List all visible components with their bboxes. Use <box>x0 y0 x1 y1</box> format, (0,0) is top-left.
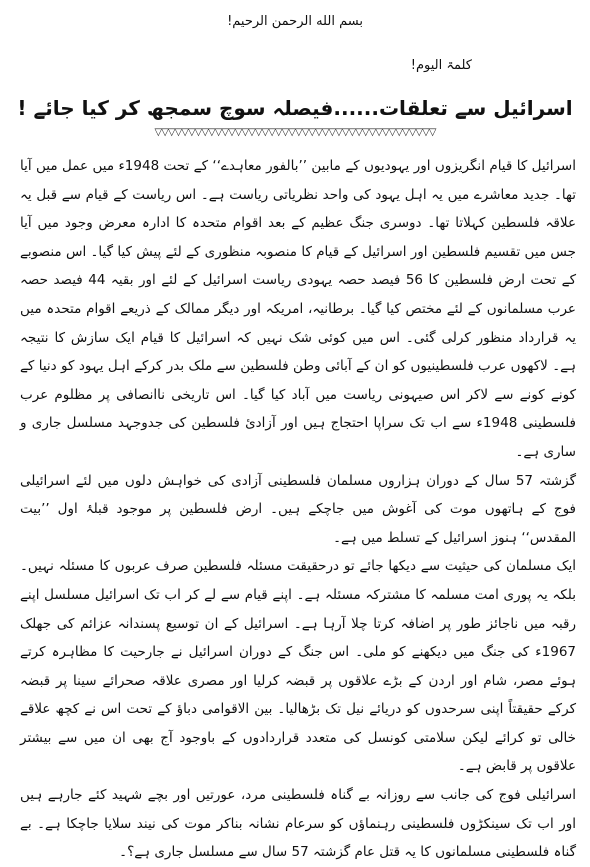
article-body <box>20 152 576 867</box>
bismillah-heading: بسم الله الرحمن الرحیم! <box>227 14 363 29</box>
headline: اسرائیل سے تعلقات......فیصلہ سوچ سمجھ کر کیا جائے ! <box>17 96 573 120</box>
paragraph: ایک مسلمان کی حیثیت سے دیکھا جائے تو درحقیقت مسئلہ فلسطین صرف عربوں کا مسئلہ نہیں۔ بلکہ یہ پوری امت مسلمہ کا مشترکہ مسئلہ ہے۔ اپنے قیام سے لے کر اب تک اسرائیل مسلسل اپنے رقبہ میں ناجائز طور پر اضافہ کرتا چلا آرہا ہے۔ اسرائیل کے ان توسیع پسندانہ عزائم کی جھلک 1967ء کی جنگ میں دیکھنے کو ملی۔ اس جنگ کے دوران اسرائیل نے جارحیت کا مظاہرہ کرتے ہوئے مصر، شام اور اردن کے بڑے علاقوں پر قبضہ کرلیا اور مصری علاقہ صحرائے سینا پر قبضہ کرکے حقیقتاً اپنی سرحدوں کو دریائے نیل تک بڑھالیا۔ بین الاقوامی دباؤ کے تحت اس نے کچھ علاقے خالی تو کرائے لیکن سلامتی کونسل کی متعدد قراردادوں کے باوجود آج بھی ان میں سے بیشتر علاقوں پر قابض ہے۔ <box>20 558 576 775</box>
paragraph: اسرائیل کا قیام انگریزوں اور یہودیوں کے مابین ’’بالفور معاہدے‘‘ کے تحت 1948ء میں عمل میں آیا تھا۔ جدید معاشرے میں یہ اہل یہود کی واحد نظریاتی ریاست ہے۔ اس ریاست کے قیام سے قبل یہ علاقہ فلسطین کہلاتا تھا۔ دوسری جنگ عظیم کے بعد اقوام متحدہ کا ادارہ معرض وجود میں آیا جس میں تقسیم فلسطین اور اسرائیل کے قیام کا منصوبہ منظوری کے لئے پیش کیا گیا۔ اس منصوبے کے تحت ارض فلسطین کا 56 فیصد حصہ یہودی ریاست اسرائیل کے لئے اور بقیہ 44 فیصد حصہ عرب مسلمانوں کے لئے مختص کیا گیا۔ برطانیہ، امریکہ اور دیگر ممالک کے ذریعے اقوام متحدہ میں یہ قرارداد منظور کرلی گئی۔ اس میں کوئی شک نہیں کہ اسرائیل کا قیام ایک سازش کا نتیجہ ہے۔ لاکھوں عرب فلسطینیوں کو ان کے آبائی وطن فلسطین سے ملک بدر کرکے اہل یہود کو دنیا کے کونے کونے سے لاکر اس صیہونی ریاست میں آباد کیا گیا۔ اس تاریخی ناانصافی پر مظلوم عرب فلسطینی 1948ء سے اب تک سراپا احتجاج ہیں اور آزادیٔ فلسطین کی جدوجہد مسلسل جاری و ساری ہے۔ <box>20 158 577 460</box>
column-label: کلمۃ الیوم! <box>410 58 472 73</box>
paragraph: گزشتہ 57 سال کے دوران ہزاروں مسلمان فلسطینی آزادی کی خواہش دلوں میں لئے اسرائیلی فوج کے ہاتھوں موت کی آغوش میں جاچکے ہیں۔ ارض فلسطین پر موجود قبلۂ اول ’’بیت المقدس‘‘ ہنوز اسرائیل کے تسلط میں ہے۔ <box>20 472 576 546</box>
paragraph: اسرائیلی فوج کی جانب سے روزانہ بے گناہ فلسطینی مرد، عورتیں اور بچے شہید کئے جارہے ہیں اور اب تک سینکڑوں فلسطینی رہنماؤں کو سرعام نشانہ بناکر موت کی نیند سلایا جاچکا ہے۔ بے گناہ فلسطینی مسلمانوں کا یہ قتل عام گزشتہ 57 سال سے مسلسل جاری ہے؟۔ <box>20 787 576 861</box>
ornamental-divider: ▽▽▽▽▽▽▽▽▽▽▽▽▽▽▽▽▽▽▽▽▽▽▽▽▽▽▽▽▽▽▽▽▽▽▽▽▽▽▽▽▽▽ <box>154 128 436 138</box>
